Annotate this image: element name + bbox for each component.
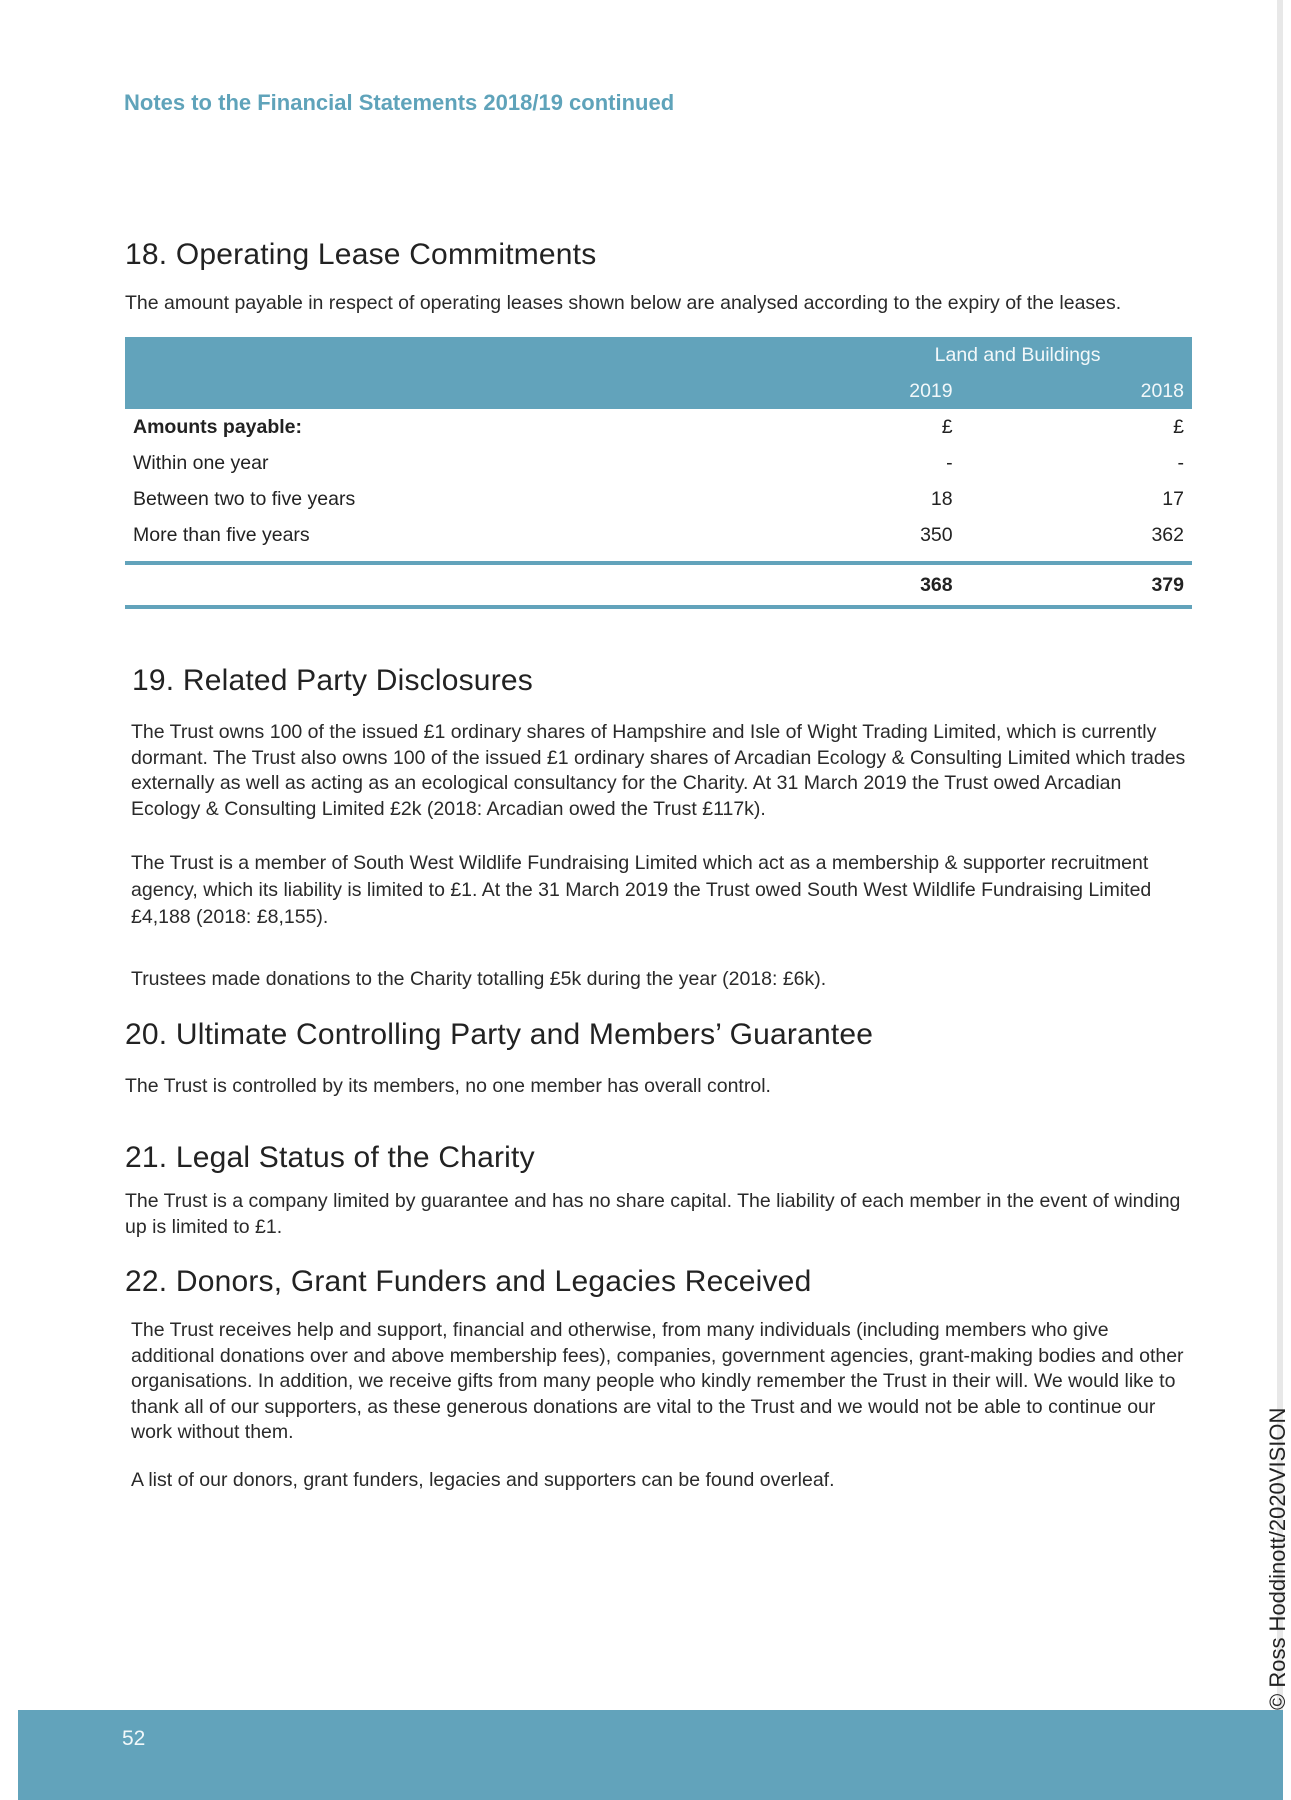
- photo-credit: © Ross Hoddinott/2020VISION: [1265, 1407, 1290, 1710]
- section-18-intro: The amount payable in respect of operating leases shown below are analysed according to the expiry of the leases.: [125, 292, 1122, 314]
- table-total-row: [125, 565, 1192, 607]
- running-header: Notes to the Financial Statements 2018/19 continued: [124, 90, 675, 115]
- footer-bar: [18, 1710, 1283, 1800]
- section-19-paragraph-1: The Trust owns 100 of the issued £1 ordinary shares of Hampshire and Isle of Wight Trading Limited, which is currently dormant. The Trust also owns 100 of the issued £1 ordinary shares of Arcadian Ecology & Consulting Limited which trades externally as well as acting as an ecological consultancy for the Charity. At 31 March 2019 the Trust owed Arcadian Ecology & Consulting Limited £2k (2018: Arcadian owed the Trust £117k).: [131, 721, 1186, 820]
- total-value-2019: 368: [721, 565, 952, 607]
- table-group-label: Land and Buildings: [934, 343, 1101, 366]
- row-value-2019: 350: [920, 523, 953, 546]
- table-spacer: [125, 553, 1192, 563]
- section-19-paragraph-3: Trustees made donations to the Charity totalling £5k during the year (2018: £6k).: [131, 968, 827, 990]
- row-label: Amounts payable:: [133, 415, 303, 438]
- total-value-2018: 379: [953, 565, 1192, 607]
- section-19-heading: 19. Related Party Disclosures: [132, 664, 533, 697]
- row-value-2019: -: [946, 451, 953, 474]
- section-22-paragraph-2: A list of our donors, grant funders, legacies and supporters can be found overleaf.: [131, 1469, 835, 1491]
- table-header-year-row: [125, 373, 1192, 409]
- section-21-heading: 21. Legal Status of the Charity: [125, 1141, 535, 1174]
- row-value-2018: 362: [1151, 523, 1184, 546]
- row-value-2018: 17: [1162, 487, 1184, 510]
- page-number: 52: [122, 1727, 146, 1750]
- section-20-paragraph: The Trust is controlled by its members, no one member has overall control.: [125, 1075, 771, 1097]
- table-row: [125, 481, 1192, 517]
- section-21-paragraph: The Trust is a company limited by guarantee and has no share capital. The liability of each member in the event of winding up is limited to £1.: [125, 1190, 1181, 1238]
- row-label: More than five years: [133, 523, 310, 546]
- section-22-paragraph-1: The Trust receives help and support, financial and otherwise, from many individuals (including members who give additional donations over and above membership fees), companies, government agencies, grant-making bodies and other organisations. In addition, we receive gifts from many people who kindly remember the Trust in their will. We would like to thank all of our supporters, as these generous donations are vital to the Trust and we would not be able to continue our work without them.: [131, 1319, 1184, 1443]
- section-22-heading: 22. Donors, Grant Funders and Legacies Received: [125, 1265, 812, 1298]
- table-header-group-row: [125, 337, 1192, 373]
- col-header-2018: 2018: [953, 373, 1192, 409]
- section-20-heading: 20. Ultimate Controlling Party and Members’ Guarantee: [125, 1018, 874, 1051]
- row-value-2019: £: [941, 415, 953, 438]
- section-19-paragraph-2: The Trust is a member of South West Wildlife Fundraising Limited which act as a membership & supporter recruitment agency, which its liability is limited to £1. At the 31 March 2019 the Trust owed South West Wildlife Fundraising Limited £4,188 (2018: £8,155).: [131, 852, 1152, 928]
- row-value-2019: 18: [930, 487, 953, 510]
- row-label: Within one year: [133, 451, 269, 474]
- table-row: [125, 445, 1192, 481]
- table-row: [125, 517, 1192, 553]
- table-row: [125, 409, 1192, 445]
- section-18-heading: 18. Operating Lease Commitments: [125, 238, 597, 271]
- col-header-2019: 2019: [721, 373, 952, 409]
- row-value-2018: £: [1173, 415, 1184, 438]
- row-label: Between two to five years: [133, 487, 356, 510]
- row-value-2018: -: [1177, 451, 1184, 474]
- lease-table: [125, 337, 1192, 609]
